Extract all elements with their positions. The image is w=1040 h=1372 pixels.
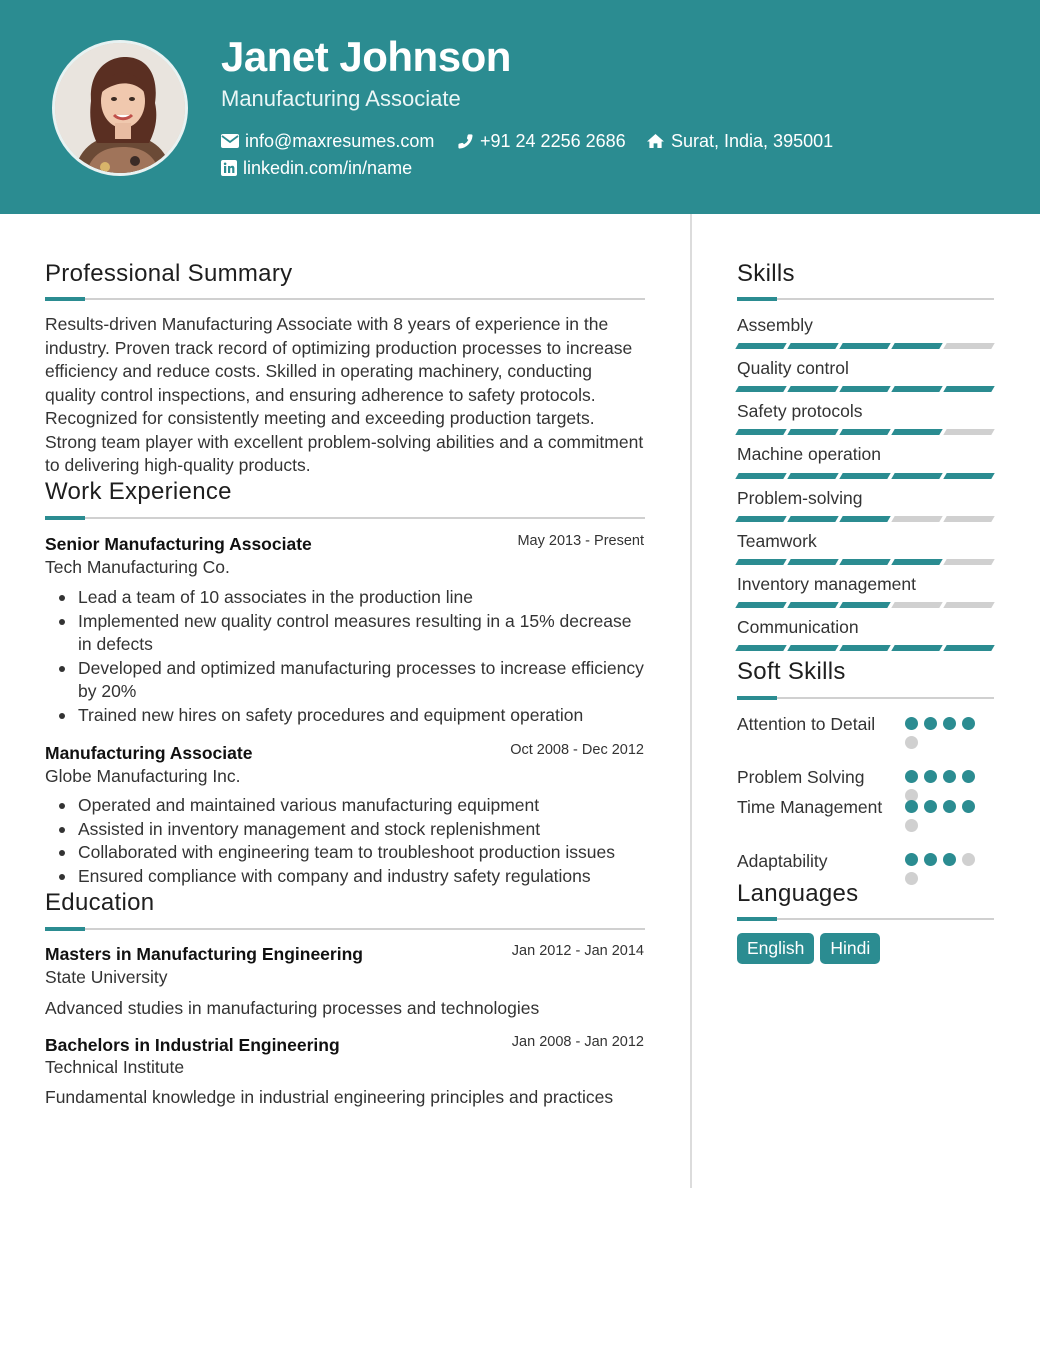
list-item: Operated and maintained various manufacturing equipment — [55, 794, 645, 818]
skill-bar-segment — [943, 343, 994, 349]
skill-level-bar — [737, 602, 993, 608]
skill-bar-segment — [839, 602, 890, 608]
rating-dot — [943, 717, 956, 730]
rating-dot — [924, 853, 937, 866]
rating-dot — [905, 717, 918, 730]
profile-photo — [52, 40, 188, 176]
skill-level-bar — [737, 386, 993, 392]
degree-description: Advanced studies in manufacturing processes and technologies — [45, 998, 540, 1018]
job-company: Tech Manufacturing Co. — [45, 557, 230, 577]
job-dates: Oct 2008 - Dec 2012 — [510, 742, 644, 758]
skill-bar-segment — [943, 429, 994, 435]
rating-dot — [924, 770, 937, 783]
rating-dot — [905, 736, 918, 749]
skill-bar-segment — [943, 559, 994, 565]
skill-bar-segment — [943, 645, 994, 651]
home-icon — [646, 133, 665, 149]
skill-level-bar — [737, 473, 993, 479]
skill-bar-segment — [787, 343, 838, 349]
school-name: Technical Institute — [45, 1057, 185, 1077]
list-item: Developed and optimized manufacturing processes to increase efficiency by 20% — [55, 657, 645, 704]
rating-dot — [962, 770, 975, 783]
phone-contact[interactable] — [457, 130, 626, 152]
soft-skill-rating — [905, 853, 985, 885]
skill-bar-segment — [839, 429, 890, 435]
skill-bar-segment — [891, 645, 942, 651]
skill-level-bar — [737, 343, 993, 349]
skill-level-bar — [737, 429, 993, 435]
rating-dot — [905, 872, 918, 885]
soft-skill-rating — [905, 717, 985, 749]
soft-skill-name: Attention to Detail — [737, 714, 876, 734]
skill-bar-segment — [839, 559, 890, 565]
degree-dates: Jan 2012 - Jan 2014 — [511, 943, 644, 959]
list-item: Lead a team of 10 associates in the production line — [55, 586, 645, 610]
soft-skills-heading: Soft Skills — [737, 658, 846, 685]
skill-bar-segment — [839, 386, 890, 392]
skill-bar-segment — [839, 473, 890, 479]
candidate-name: Janet Johnson — [221, 33, 511, 80]
degree-description: Fundamental knowledge in industrial engineering principles and practices — [45, 1087, 614, 1107]
section-rule — [45, 517, 645, 519]
degree-dates: Jan 2008 - Jan 2012 — [511, 1034, 644, 1050]
skill-bar-segment — [839, 343, 890, 349]
rating-dot — [962, 717, 975, 730]
skill-bar-segment — [787, 429, 838, 435]
rating-dot — [905, 800, 918, 813]
phone-icon — [457, 133, 474, 150]
section-rule — [45, 928, 645, 930]
skill-bar-segment — [735, 343, 786, 349]
list-item: Collaborated with engineering team to troubleshoot production issues — [55, 841, 645, 865]
soft-skill-name: Adaptability — [737, 851, 828, 871]
skill-bar-segment — [839, 516, 890, 522]
portrait-image — [55, 43, 188, 176]
rating-dot — [943, 853, 956, 866]
skill-level-bar — [737, 516, 993, 522]
skill-bar-segment — [787, 516, 838, 522]
skill-bar-segment — [943, 386, 994, 392]
skill-bar-segment — [943, 602, 994, 608]
skill-name: Quality control — [737, 358, 849, 378]
language-badge: Hindi — [820, 933, 880, 964]
skill-bar-segment — [735, 645, 786, 651]
job-bullets — [55, 794, 645, 888]
skill-bar-segment — [787, 559, 838, 565]
skill-name: Safety protocols — [737, 401, 863, 421]
languages-heading: Languages — [737, 880, 859, 907]
skill-bar-segment — [891, 386, 942, 392]
job-title: Senior Manufacturing Associate — [45, 534, 312, 554]
section-rule — [737, 918, 994, 920]
rating-dot — [924, 717, 937, 730]
skill-bar-segment — [891, 602, 942, 608]
section-rule — [737, 697, 994, 699]
email-text: info@maxresumes.com — [245, 131, 435, 151]
skills-heading: Skills — [737, 260, 795, 287]
email-contact[interactable] — [221, 130, 434, 152]
summary-text: Results-driven Manufacturing Associate with 8 years of experience in the industry. Proven track record of optimizing production processes to increase efficiency and reduce costs. Skilled in operating machinery, conducting quality control inspections, and ensuring adherence to safety protocols. Recognized for consistently meeting and exceeding production targets. Strong team player with excellent problem-solving abilities and a commitment to delivering high-quality products. — [45, 314, 644, 475]
skill-bar-segment — [943, 473, 994, 479]
rating-dot — [905, 819, 918, 832]
skill-name: Machine operation — [737, 444, 881, 464]
linkedin-icon — [221, 160, 237, 176]
skill-bar-segment — [891, 429, 942, 435]
job-dates: May 2013 - Present — [517, 533, 644, 549]
degree-title: Bachelors in Industrial Engineering — [45, 1035, 340, 1055]
rating-dot — [905, 853, 918, 866]
skill-bar-segment — [735, 473, 786, 479]
candidate-title: Manufacturing Associate — [221, 86, 461, 111]
language-list — [737, 933, 880, 964]
skill-bar-segment — [891, 473, 942, 479]
skill-name: Teamwork — [737, 531, 817, 551]
job-company: Globe Manufacturing Inc. — [45, 766, 241, 786]
location-contact — [646, 130, 833, 152]
rating-dot — [943, 800, 956, 813]
skill-name: Assembly — [737, 315, 813, 335]
skill-bar-segment — [891, 343, 942, 349]
degree-title: Masters in Manufacturing Engineering — [45, 944, 363, 964]
location-text: Surat, India, 395001 — [671, 131, 834, 151]
list-item: Ensured compliance with company and industry safety regulations — [55, 865, 645, 889]
resume-header — [0, 0, 1040, 214]
skill-bar-segment — [735, 602, 786, 608]
experience-heading: Work Experience — [45, 478, 232, 505]
skill-bar-segment — [891, 559, 942, 565]
skill-bar-segment — [787, 473, 838, 479]
education-heading: Education — [45, 889, 155, 916]
skill-level-bar — [737, 645, 993, 651]
list-item: Implemented new quality control measures resulting in a 15% decrease in defects — [55, 610, 645, 657]
school-name: State University — [45, 967, 168, 987]
skill-name: Communication — [737, 617, 859, 637]
language-badge: English — [737, 933, 814, 964]
rating-dot — [962, 853, 975, 866]
list-item: Trained new hires on safety procedures and equipment operation — [55, 704, 645, 728]
soft-skill-rating — [905, 770, 985, 802]
skill-bar-segment — [787, 386, 838, 392]
skill-name: Problem-solving — [737, 488, 863, 508]
soft-skill-name: Problem Solving — [737, 767, 865, 787]
skill-bar-segment — [735, 516, 786, 522]
rating-dot — [962, 800, 975, 813]
skill-bar-segment — [735, 386, 786, 392]
skill-bar-segment — [787, 602, 838, 608]
rating-dot — [943, 770, 956, 783]
soft-skill-rating — [905, 800, 985, 832]
job-bullets — [55, 586, 645, 727]
list-item: Assisted in inventory management and stock replenishment — [55, 818, 645, 842]
skill-bar-segment — [891, 516, 942, 522]
section-rule — [45, 298, 645, 300]
skill-name: Inventory management — [737, 574, 916, 594]
summary-heading: Professional Summary — [45, 260, 293, 287]
skill-level-bar — [737, 559, 993, 565]
soft-skill-name: Time Management — [737, 797, 883, 817]
rating-dot — [905, 770, 918, 783]
skill-bar-segment — [943, 516, 994, 522]
skill-bar-segment — [839, 645, 890, 651]
section-rule — [737, 298, 994, 300]
envelope-icon — [221, 134, 239, 148]
linkedin-text: linkedin.com/in/name — [243, 158, 413, 178]
column-divider — [690, 214, 692, 1188]
rating-dot — [924, 800, 937, 813]
linkedin-contact[interactable] — [221, 157, 412, 179]
skill-bar-segment — [735, 429, 786, 435]
skill-bar-segment — [787, 645, 838, 651]
phone-text: +91 24 2256 2686 — [480, 131, 626, 151]
job-title: Manufacturing Associate — [45, 743, 253, 763]
skill-bar-segment — [735, 559, 786, 565]
